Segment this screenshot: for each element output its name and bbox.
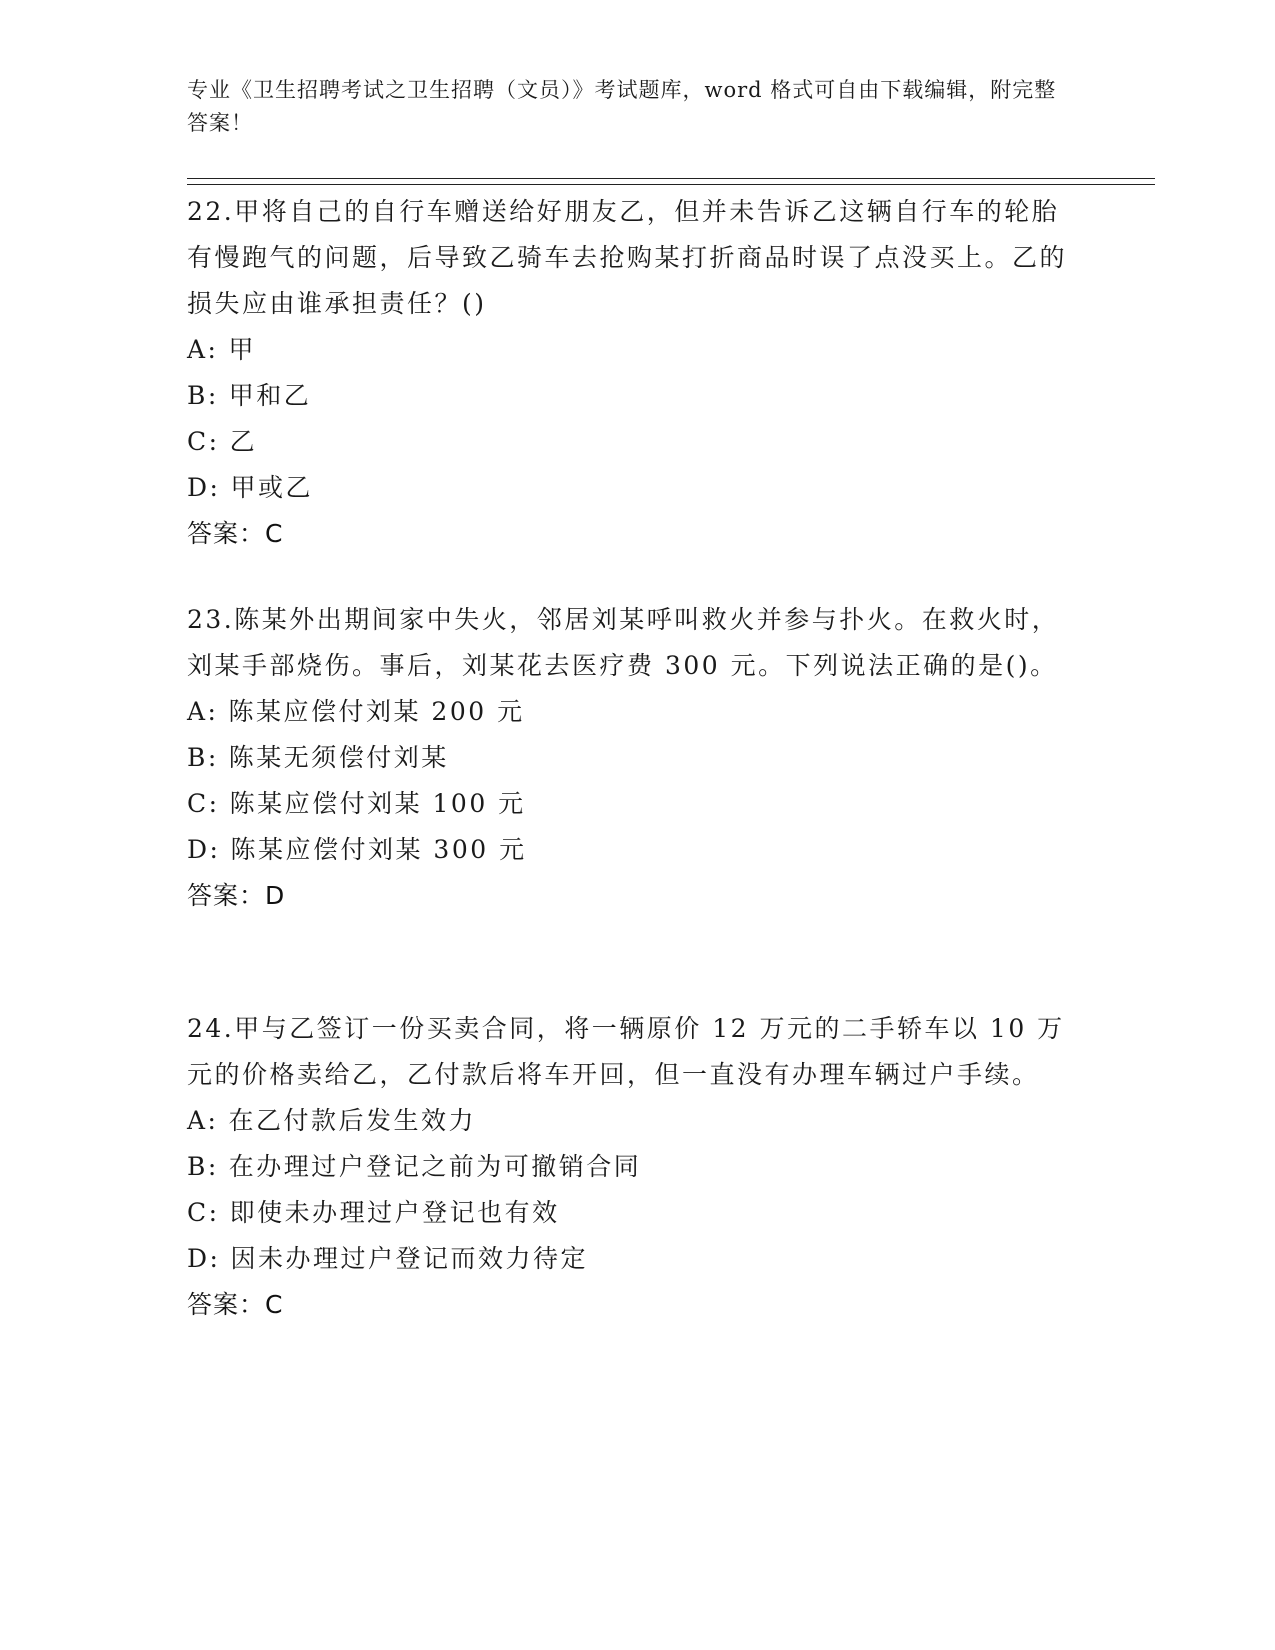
question-stem: 22.甲将自己的自行车赠送给好朋友乙，但并未告诉乙这辆自行车的轮胎有慢跑气的问题，后导致乙骑车去抢购某打折商品时误了点没买上。乙的损失应由谁承担责任？() xyxy=(187,197,1068,318)
option-text: 在乙付款后发生效力 xyxy=(228,1106,476,1135)
header-divider-bottom xyxy=(187,184,1155,185)
answer-value: D xyxy=(265,881,286,910)
option-text: 在办理过户登记之前为可撤销合同 xyxy=(228,1152,642,1181)
option-d xyxy=(187,465,1077,511)
document-header: 专业《卫生招聘考试之卫生招聘（文员）》考试题库，word 格式可自由下载编辑，附完整答案！ xyxy=(187,78,1057,135)
option-text: 陈某应偿付刘某 200 元 xyxy=(228,697,525,726)
option-text: 陈某应偿付刘某 100 元 xyxy=(229,789,526,818)
answer-line xyxy=(187,1282,1077,1328)
option-b xyxy=(187,373,1077,419)
question-23 xyxy=(187,597,1077,919)
option-key: A: xyxy=(187,1106,219,1135)
option-key: C: xyxy=(187,1198,220,1227)
option-d xyxy=(187,1236,1077,1282)
option-b xyxy=(187,1144,1077,1190)
answer-label: 答案： xyxy=(187,1290,266,1319)
option-key: D: xyxy=(187,1244,221,1273)
option-a xyxy=(187,327,1077,373)
option-key: B: xyxy=(187,743,219,772)
answer-value: C xyxy=(265,519,284,548)
option-text: 即使未办理过户登记也有效 xyxy=(229,1198,560,1227)
option-c xyxy=(187,781,1077,827)
option-text: 乙 xyxy=(229,427,258,456)
option-text: 陈某应偿付刘某 300 元 xyxy=(230,835,527,864)
header-divider-top xyxy=(187,178,1155,179)
option-c xyxy=(187,419,1077,465)
option-a xyxy=(187,689,1077,735)
question-24 xyxy=(187,1006,1077,1328)
option-c xyxy=(187,1190,1077,1236)
option-key: D: xyxy=(187,835,221,864)
option-text: 甲和乙 xyxy=(228,381,312,410)
option-key: A: xyxy=(187,335,219,364)
option-key: B: xyxy=(187,1152,219,1181)
answer-label: 答案： xyxy=(187,519,266,548)
option-key: C: xyxy=(187,427,220,456)
question-22 xyxy=(187,189,1077,557)
option-key: B: xyxy=(187,381,219,410)
option-a xyxy=(187,1098,1077,1144)
option-d xyxy=(187,827,1077,873)
answer-label: 答案： xyxy=(187,881,266,910)
answer-line xyxy=(187,873,1077,919)
option-b xyxy=(187,735,1077,781)
answer-line xyxy=(187,511,1077,557)
option-text: 甲或乙 xyxy=(230,473,313,502)
option-key: A: xyxy=(187,697,219,726)
option-key: C: xyxy=(187,789,220,818)
answer-value: C xyxy=(265,1290,284,1319)
option-text: 陈某无须偿付刘某 xyxy=(228,743,449,772)
option-text: 甲 xyxy=(228,335,256,364)
option-text: 因未办理过户登记而效力待定 xyxy=(230,1244,588,1273)
question-stem: 23.陈某外出期间家中失火，邻居刘某呼叫救火并参与扑火。在救火时，刘某手部烧伤。事后，刘某花去医疗费 300 元。下列说法正确的是()。 xyxy=(187,605,1060,680)
question-stem: 24.甲与乙签订一份买卖合同，将一辆原价 12 万元的二手轿车以 10 万元的价格卖给乙，乙付款后将车开回，但一直没有办理车辆过户手续。 xyxy=(187,1014,1065,1089)
option-key: D: xyxy=(187,473,221,502)
